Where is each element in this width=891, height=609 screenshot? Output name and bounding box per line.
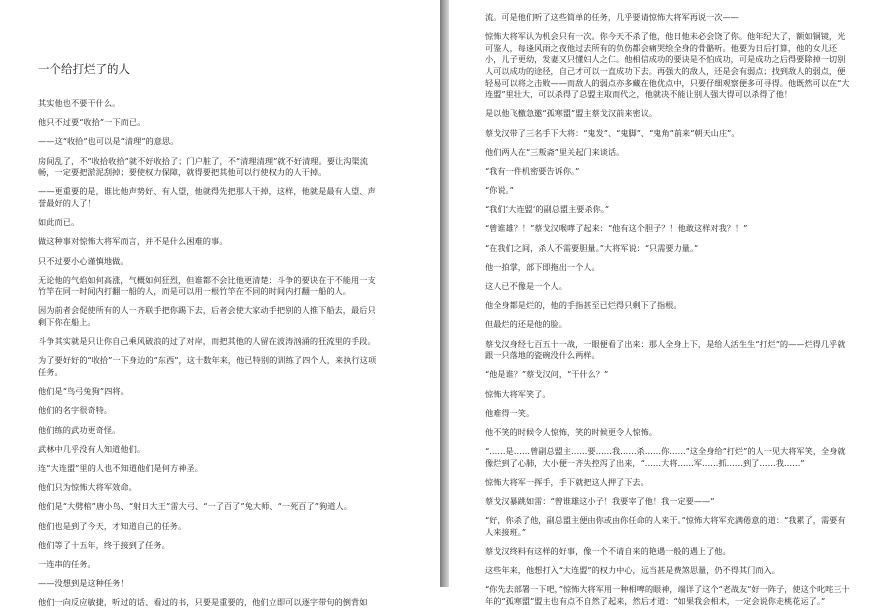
paragraph: 他们也是到了今天，才知道自己的任务。 bbox=[38, 520, 187, 531]
paragraph: 蔡戈汉身经七百五十一战，一眼便看了出来：那人全身上下，是给人活生生“打烂”的——烂得几乎就跟一只落地的瓷碗没什么两样。 bbox=[485, 338, 846, 361]
paragraph: 武林中几乎没有人知道他们。 bbox=[38, 443, 146, 454]
paragraph: ——这“收拾”也可以是“清理”的意思。 bbox=[38, 136, 179, 147]
paragraph: ——没想到是这种任务！ bbox=[38, 578, 129, 589]
paragraph: 他们是“鸟弓兔狗”四将。 bbox=[38, 386, 129, 397]
paragraph: 无论他的气焰如何高涨，气概如何狂烈，但谁都不会比他更清楚：斗争的要诀在于不能用一支竹竿在同一时间内打翻一船的人，而是可以用一根竹竿在不同的时间内打翻一船的人。 bbox=[38, 274, 376, 297]
paragraph: 他们是“大劈棺”唐小鸟、“射日大王”雷大弓、“一了百了”兔大师、“一死百了”狗道人。 bbox=[38, 501, 352, 512]
paragraph: 他们只为惊怖大将军效命。 bbox=[38, 482, 137, 493]
paragraph: “……是……曾副总盟主……要……我……杀……你……”这全身给“打烂”的人一见大将军笑，全身就像烂到了心肺，大小便一齐失控泻了出来，“……大将……军……抓……到了……我……” bbox=[485, 446, 846, 468]
right-page bbox=[449, 0, 891, 607]
chapter-title: 一个给打烂了的人 bbox=[38, 62, 130, 76]
paragraph: 这些年来，他想打入“大连盟”的权力中心，远当甚是费煞思量，仍不得其门而入。 bbox=[485, 565, 780, 576]
paragraph: 他一拍掌，部下即拖出一个人。 bbox=[485, 261, 600, 272]
paragraph: 房间乱了，不“收拾收拾”就不好收拾了；门户脏了，不“清理清理”就不好清理。要让沟渠流畅，一定要把淤泥刮掉；要使权力保障，就得要把其他可以行使权力的人干掉。 bbox=[38, 155, 368, 178]
paragraph: “在我们之间，杀人不需要胆量。”大将军说：“只需要力量。” bbox=[485, 242, 699, 253]
paragraph: 惊怖大将军一挥手，手下就把这人押了下去。 bbox=[485, 476, 649, 487]
paragraph: 只不过要小心谨慎地做。 bbox=[38, 255, 129, 266]
paragraph: “好，你杀了他，副总盟主便由你或由你任命的人来干。”惊怖大将军充满倦意的道：“我累了，需要有人来接班。” bbox=[485, 515, 846, 537]
paragraph: 蔡戈汉带了三名手下大将：“鬼发”、“鬼脚”、“鬼角”前来“朝天山庄”。 bbox=[485, 127, 740, 138]
left-page-body bbox=[38, 98, 380, 609]
paragraph: 做这种事对惊怖大将军而言，并不是什么困难的事。 bbox=[38, 236, 228, 247]
right-page-body bbox=[485, 12, 853, 608]
paragraph: 是以他飞檄急邀“孤寒盟”盟主蔡戈汉前来密议。 bbox=[485, 108, 658, 119]
paragraph: 他难得一笑。 bbox=[485, 407, 535, 418]
paragraph: 其实他也不要干什么。 bbox=[38, 98, 121, 108]
paragraph: “我有一件机密要告诉你。” bbox=[485, 165, 580, 176]
paragraph: “你先去部署一下吧，”惊怖大将军用一种相啤的眼神，端详了这个“老战友”好一阵子，使这个叱咤三十年的“孤寒盟”盟主也有点不自然了起来，然后才道：“如果我会相术，一定会说你走桃花运了。” bbox=[485, 584, 850, 607]
paragraph: 惊怖大将军笑了。 bbox=[485, 388, 551, 399]
paragraph: 他不笑的时候令人惊怖，笑的时候更令人惊怖。 bbox=[485, 426, 657, 437]
paragraph: 他们的名字很奇特。 bbox=[38, 405, 113, 416]
paragraph: 一连串的任务。 bbox=[38, 558, 96, 569]
paragraph: 他们练的武功更奇怪。 bbox=[38, 424, 121, 435]
paragraph: 为了要好好的“收拾”一下身边的“东西”，这十数年来，他已特别的训练了四个人，来执行这项任务。 bbox=[38, 355, 377, 378]
paragraph: ——更重要的是，谁比他声势好、有人望，他就得先把那人干掉，这样，他就是最有人望、声誉最好的人了！ bbox=[38, 186, 376, 208]
paragraph: 连“大连盟”里的人也不知道他们是何方神圣。 bbox=[38, 462, 203, 473]
paragraph: 斗争其实就是只让你自己乘风破浪的过了对岸，而把其他的人留在波涛汹涌的狂流里的手段。 bbox=[38, 336, 376, 347]
paragraph: 蔡戈汉暴跳如雷：“曾谁雄这小子！我要宰了他！我一定要——” bbox=[485, 496, 715, 507]
paragraph: 惊怖大将军认为机会只有一次。你今天不杀了他，他日他未必会饶了你。他年纪大了，额如铜镜，光可鉴人，每逢风雨之夜他过去所有的负伤都会痛哭绘全身的骨骼听。他要为日后打算，他的女儿还小，儿子更幼，发妻又只懂妇人之仁。他相信成功的要诀是不怕成功，可是成功之后得要除掉一切别人可以成功的途径，自己才可以一直成功下去。再强大的敌人，还是会有弱点；找到敌人的弱点，便轻易可以将之击败——而敌人的弱点亦多藏在他优点中，只要仔细观察便多可寻得。他既然可以在“大连盟”里壮大，可以杀得了总盟主取而代之，他就决不能让别人强大得可以杀得了他！ bbox=[485, 31, 850, 100]
paragraph: 他们两人在“三叛斋”里关起门来谈话。 bbox=[485, 146, 625, 157]
paragraph: 因为前者会促使所有的人一齐联手把你踢下去，后者会使大家动手把别的人推下船去，最后只剩下你在船上。 bbox=[38, 305, 376, 328]
paragraph: “曾谁雄？！”蔡戈汉喉哮了起来：“他有这个胆子？！他敢这样对我？！” bbox=[485, 223, 748, 234]
left-page bbox=[0, 0, 440, 608]
paragraph: “他是谁？”蔡戈汉问，“干什么？” bbox=[485, 369, 609, 380]
paragraph: “你说。” bbox=[485, 185, 514, 196]
book-gutter bbox=[440, 0, 449, 587]
paragraph: 如此而已。 bbox=[38, 217, 80, 228]
paragraph: 但最烂的还是他的脸。 bbox=[485, 319, 567, 330]
paragraph: “我们‘大连盟’的副总盟主要杀你。” bbox=[485, 204, 610, 215]
paragraph: 他全身都是烂的，他的手指甚至已烂得只剩下了指根。 bbox=[485, 300, 682, 311]
paragraph: 这人已不像是一个人。 bbox=[485, 281, 567, 292]
paragraph: 流。可是他们听了这些简单的任务，几乎要请惊怖大将军再说一次—— bbox=[485, 12, 739, 22]
paragraph: 蔡戈汉终料有这样的好事，像一个不请自来的艳遇一般的遇上了他。 bbox=[485, 546, 731, 557]
paragraph: 他只不过要“收拾”一下而已。 bbox=[38, 117, 146, 128]
paragraph: 他们等了十五年，终于接到了任务。 bbox=[38, 539, 170, 550]
paragraph: 他们一向反应敏捷，听过的话、看过的书，只要是重要的，他们立即可以逐字带句的倒背如 bbox=[38, 597, 368, 608]
